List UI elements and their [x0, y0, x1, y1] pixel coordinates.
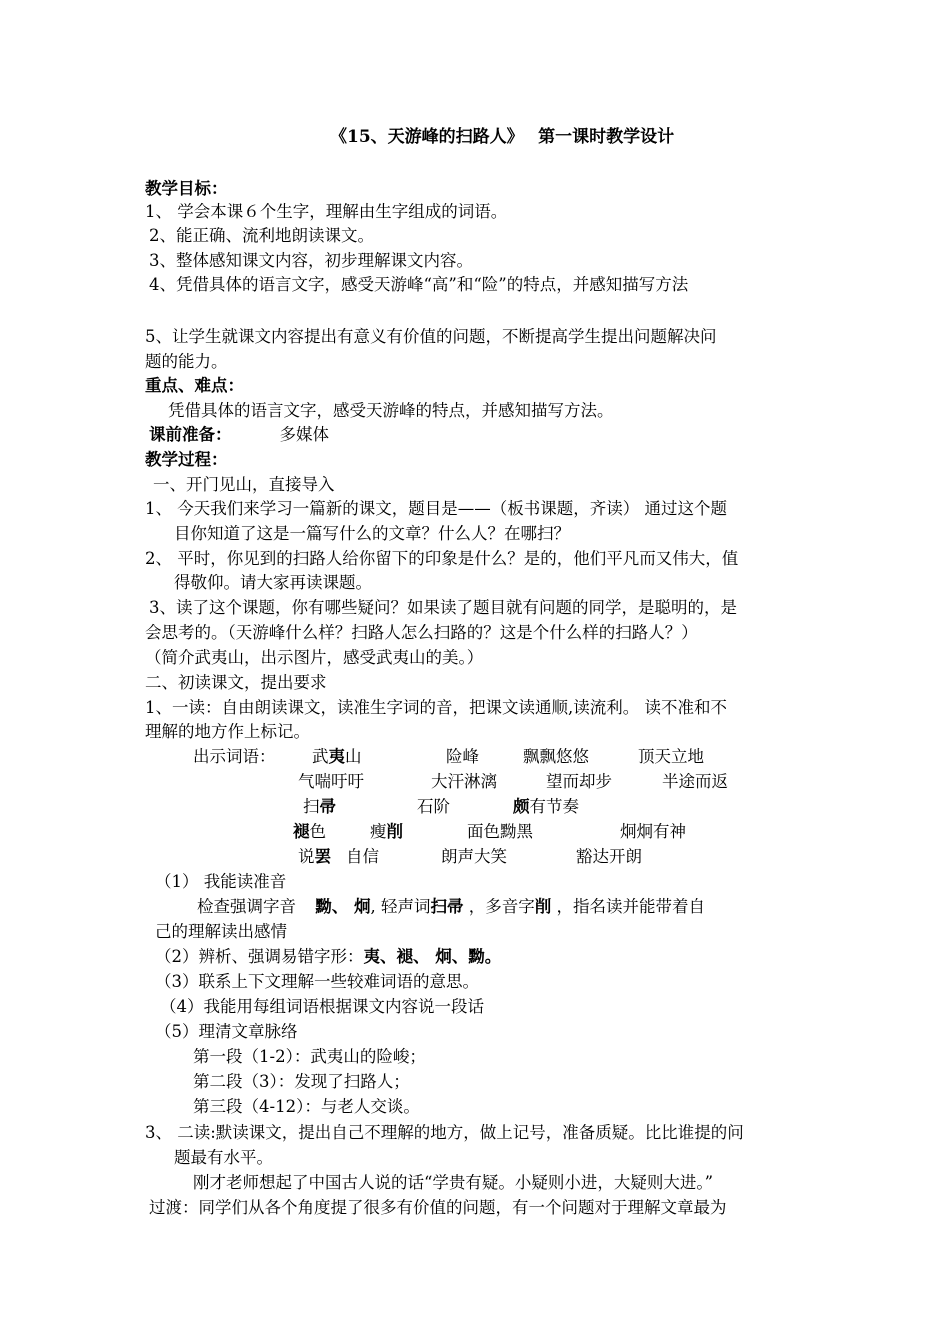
keypoints-heading: 重点、难点： — [145, 376, 244, 395]
objective-5-cont: 题的能力。 — [145, 352, 228, 371]
quote-line: 刚才老师想起了中国古人说的话“学贵有疑。小疑则小进，大疑则大进。” — [193, 1173, 714, 1192]
section-1: 第一段（1-2）：武夷山的险峻； — [193, 1047, 426, 1066]
part1-line-6: 会思考的。（天游峰什么样？扫路人怎么扫路的？这是个什么样的扫路人？） — [145, 623, 698, 642]
word-item: 颇有节奏 — [513, 797, 579, 816]
process-heading: 教学过程： — [145, 450, 228, 469]
transition-line: 过渡：同学们从各个角度提了很多有价值的问题，有一个问题对于理解文章最为 — [149, 1198, 727, 1217]
step1-line-2: 己的理解读出感情 — [155, 922, 287, 941]
part1-line-2: 目你知道了这是一篇写什么的文章？什么人？在哪扫？ — [174, 524, 570, 543]
word-item: 自信 — [346, 847, 379, 866]
word-item: 扫帚 — [303, 797, 336, 816]
page-title: 《15、天游峰的扫路人》 第一课时教学设计 — [330, 127, 675, 147]
part1-line-7: （简介武夷山，出示图片，感受武夷山的美。） — [145, 648, 484, 667]
step1-heading: （1） 我能读准音 — [155, 872, 287, 891]
step1-line: 检查强调字音 黝、 炯, 轻声词扫帚 ，多音字削 ，指名读并能带着自 — [197, 897, 705, 916]
word-item: 豁达开朗 — [576, 847, 642, 866]
objective-2: 2、能正确、流利地朗读课文。 — [149, 226, 374, 245]
word-item: 望而却步 — [546, 772, 612, 791]
objective-5: 5、让学生就课文内容提出有意义有价值的问题，不断提高学生提出问题解决问 — [145, 327, 717, 346]
word-item: 险峰 — [446, 747, 479, 766]
word-item: 飘飘悠悠 — [523, 747, 589, 766]
step2: （2）辨析、强调易错字形：夷、褪、 炯、黝。 — [155, 947, 502, 966]
part1-line-1: 1、 今天我们来学习一篇新的课文，题目是——（板书课题，齐读） 通过这个题 — [145, 499, 727, 518]
word-item: 面色黝黑 — [467, 822, 533, 841]
part1-line-3: 2、 平时，你见到的扫路人给你留下的印象是什么？是的，他们平凡而又伟大，值 — [145, 549, 739, 568]
part2-heading: 二、初读课文，提出要求 — [145, 673, 327, 692]
prep-label: 课前准备： — [149, 425, 232, 444]
section-3: 第三段（4-12）：与老人交谈。 — [193, 1097, 420, 1116]
section-2: 第二段（3）：发现了扫路人； — [193, 1072, 410, 1091]
word-item: 半途而返 — [662, 772, 728, 791]
word-item: 朗声大笑 — [441, 847, 507, 866]
word-item: 瘦削 — [370, 822, 403, 841]
step5: （5）理清文章脉络 — [155, 1022, 298, 1041]
word-item: 褪色 — [293, 822, 326, 841]
objective-3: 3、整体感知课文内容，初步理解课文内容。 — [149, 251, 473, 270]
step3: （3）联系上下文理解一些较难词语的意思。 — [155, 972, 479, 991]
part1-line-5: 3、读了这个课题，你有哪些疑问？如果读了题目就有问题的同学，是聪明的，是 — [149, 598, 737, 617]
word-item: 炯炯有神 — [620, 822, 686, 841]
objectives-heading: 教学目标： — [145, 179, 228, 198]
prep-line — [149, 424, 329, 446]
part1-heading: 一、开门见山，直接导入 — [153, 475, 335, 494]
read2-line-2: 题最有水平。 — [174, 1148, 273, 1167]
objective-1: 1、 学会本课６个生字，理解由生字组成的词语。 — [145, 202, 508, 221]
objective-4: 4、凭借具体的语言文字，感受天游峰“高”和“险”的特点，并感知描写方法 — [149, 275, 689, 294]
word-item: 武夷山 — [312, 747, 362, 766]
part2-line-2: 理解的地方作上标记。 — [145, 722, 310, 741]
word-item: 气喘吁吁 — [298, 772, 364, 791]
word-item: 说罢 — [298, 847, 331, 866]
part1-line-4: 得敬仰。请大家再读课题。 — [174, 573, 372, 592]
word-item: 顶天立地 — [638, 747, 704, 766]
prep-value: 多媒体 — [279, 425, 329, 444]
part2-line-1: 1、一读：自由朗读课文，读准生字词的音，把课文读通顺,读流利。 读不准和不 — [145, 698, 727, 717]
step4: （4）我能用每组词语根据课文内容说一段话 — [160, 997, 484, 1016]
keypoints-text: 凭借具体的语言文字，感受天游峰的特点，并感知描写方法。 — [168, 401, 614, 420]
read2-line-1: 3、 二读:默读课文，提出自己不理解的地方，做上记号，准备质疑。比比谁提的问 — [145, 1123, 744, 1142]
word-item: 石阶 — [417, 797, 450, 816]
words-label: 出示词语： — [193, 747, 276, 766]
word-item: 大汗淋漓 — [431, 772, 497, 791]
